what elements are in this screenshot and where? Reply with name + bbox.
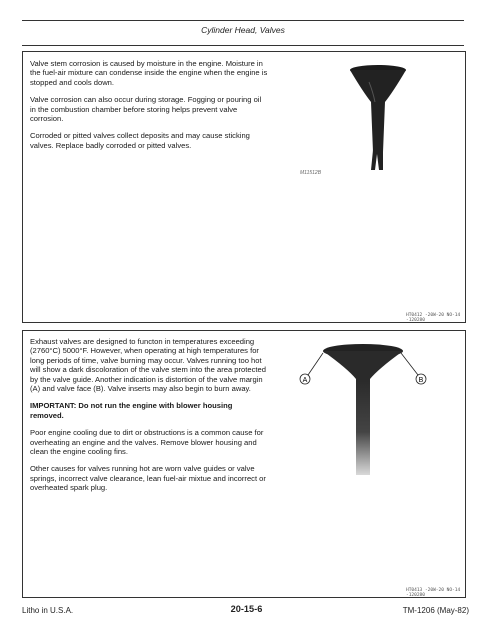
- section-text: [30, 337, 268, 501]
- corroded-valve-illustration: [333, 62, 423, 172]
- figure-code: HT0412 -20W-20 NO-14 -120280: [406, 313, 461, 323]
- page-header: [22, 20, 464, 46]
- page-number: 20-15-6: [230, 604, 263, 614]
- section-valve-corrosion: [22, 51, 466, 323]
- figure-code: HT0413 -20W-20 NO-14 -120280: [406, 588, 461, 598]
- page-title: Cylinder Head, Valves: [201, 25, 285, 35]
- section-text: [30, 59, 268, 158]
- footer-tm-number: TM-1206 (May-82): [402, 606, 469, 615]
- paragraph: Exhaust valves are designed to functon in temperatures exceeding (2760°C) 5000°F. However, when operating at high temperatures for long periods of time, valve burning may occur. Valves running too hot will show a dark discoloration of the valve stem into the area protected by the valve guide. Another indication is distortion of the valve margin (A) and valve face (B). Valve inserts may also begin to burn away.: [30, 337, 266, 394]
- paragraph: Poor engine cooling due to dirt or obstructions is a common cause for overheating an engine and the valves. Remove blower housing and clean the engine cooling fins.: [30, 428, 264, 457]
- callout-b: B: [418, 377, 424, 384]
- important-label: IMPORTANT:: [30, 401, 77, 411]
- figure-label: M11512B: [300, 170, 322, 176]
- footer-litho: Litho in U.S.A.: [22, 606, 74, 615]
- paragraph: Corroded or pitted valves collect deposits and may cause sticking valves. Replace badly corroded or pitted valves.: [30, 131, 250, 150]
- callout-a: A: [302, 377, 308, 384]
- important-note: [30, 401, 268, 420]
- exhaust-valve-illustration: [278, 335, 448, 475]
- important-text: Do not run the engine with blower housing removed.: [30, 401, 233, 420]
- section-valve-burning: [22, 330, 466, 598]
- paragraph: Valve stem corrosion is caused by moisture in the engine. Moisture in the fuel-air mixture can condense inside the engine when the engine is stopped and cools down.: [30, 59, 268, 87]
- paragraph: Other causes for valves running hot are worn valve guides or valve springs, incorrect valve clearance, lean fuel-air mixtue and incorrect or overheated spark plug.: [30, 464, 266, 493]
- paragraph: Valve corrosion can also occur during storage. Fogging or pouring oil in the combustion chamber before storing helps prevent valve corrosion.: [30, 95, 262, 124]
